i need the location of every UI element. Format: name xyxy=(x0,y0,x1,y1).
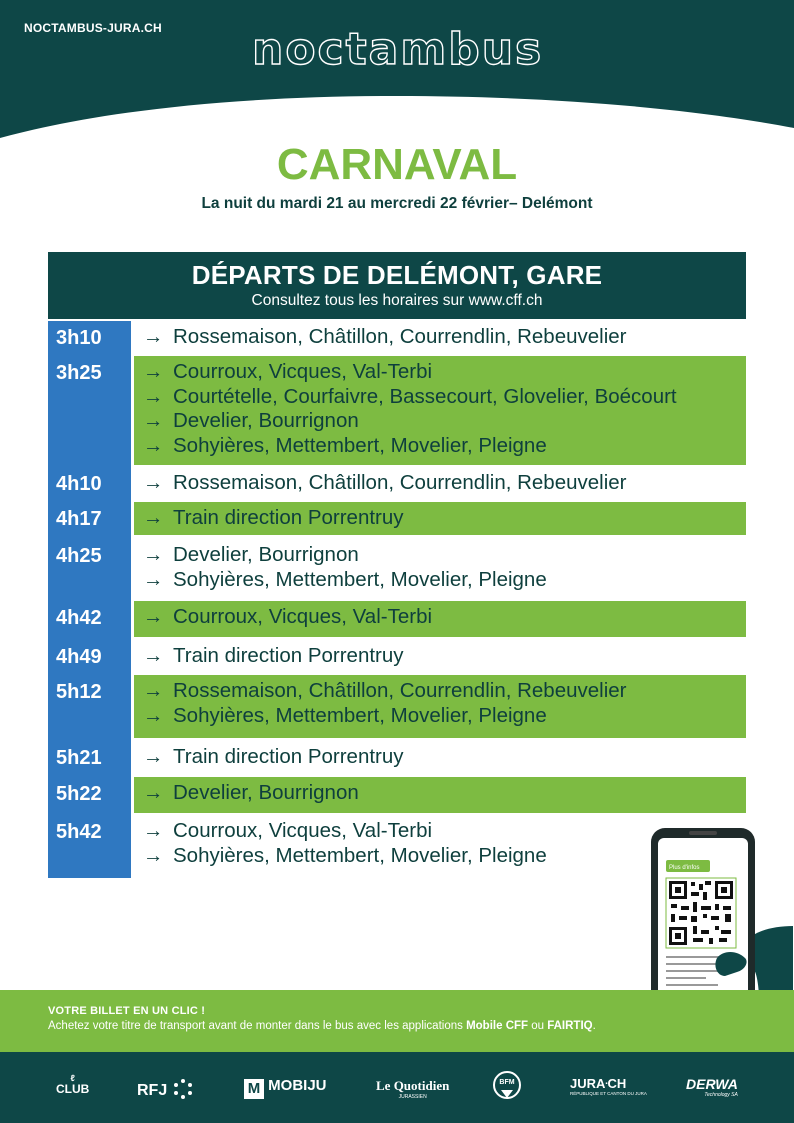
schedule-header xyxy=(48,252,746,319)
destination-line xyxy=(143,543,746,568)
destination-text: Train direction Porrentruy xyxy=(173,644,404,667)
schedule-row xyxy=(48,467,746,500)
destination-text: Rossemaison, Châtillon, Courrendlin, Rebeuvelier xyxy=(173,325,627,348)
arrow-right-icon: → xyxy=(143,567,164,591)
phone-tag-text: Plus d'infos xyxy=(669,865,700,871)
destination-line xyxy=(143,506,746,531)
destination-line xyxy=(143,704,746,729)
destinations-cell xyxy=(134,467,746,500)
destination-text: Sohyières, Mettembert, Movelier, Pleigne xyxy=(173,703,547,727)
arrow-right-icon: → xyxy=(143,506,164,529)
destination-line xyxy=(143,745,746,770)
destination-line xyxy=(143,360,746,385)
destination-text: Courroux, Vicques, Val-Terbi xyxy=(173,360,433,383)
app-fairtiq[interactable]: FAIRTIQ xyxy=(547,1020,593,1032)
destination-line xyxy=(143,471,746,496)
destinations-cell xyxy=(134,502,746,535)
departure-time: 5h22 xyxy=(56,783,102,805)
schedule-row xyxy=(48,356,746,465)
mobiju-m-icon: M xyxy=(244,1079,264,1099)
departure-time: 4h49 xyxy=(56,646,102,668)
destination-text: Develier, Bourrignon xyxy=(173,781,359,804)
sponsors-bar xyxy=(0,1052,794,1123)
sponsor-quotidien-logo[interactable]: Le Quotidien JURASSIEN xyxy=(376,1078,450,1100)
schedule-row xyxy=(48,741,746,774)
destination-line xyxy=(143,644,746,669)
arrow-right-icon: → xyxy=(143,745,164,768)
arrow-right-icon: → xyxy=(143,384,164,408)
noctambus-logo: noctambus xyxy=(252,24,544,75)
destination-text: Sohyières, Mettembert, Movelier, Pleigne xyxy=(173,567,547,591)
destinations-cell xyxy=(134,640,746,673)
destinations-cell xyxy=(134,675,746,738)
arrow-right-icon: → xyxy=(143,644,164,667)
destination-text: Sohyières, Mettembert, Movelier, Pleigne xyxy=(173,843,547,867)
site-url[interactable]: NOCTAMBUS-JURA.CH xyxy=(24,21,162,35)
sponsor-club-logo[interactable]: ℓ CLUB xyxy=(56,1073,90,1096)
arrow-right-icon: → xyxy=(143,679,164,702)
departure-time: 3h25 xyxy=(56,362,102,384)
destination-text: Rossemaison, Châtillon, Courrendlin, Rebeuvelier xyxy=(173,679,627,702)
destination-text: Sohyières, Mettembert, Movelier, Pleigne xyxy=(173,433,547,457)
schedule-heading: DÉPARTS DE DELÉMONT, GARE xyxy=(191,260,603,290)
departure-time: 5h21 xyxy=(56,747,102,769)
sponsor-derwa-logo[interactable]: DERWA Technology SA xyxy=(686,1076,738,1098)
schedule-row xyxy=(48,675,746,738)
departure-time: 5h42 xyxy=(56,821,102,843)
arrow-right-icon: → xyxy=(143,325,164,348)
destinations-cell xyxy=(134,321,746,353)
destinations-cell xyxy=(134,777,746,813)
destination-line xyxy=(143,434,746,459)
schedule-row xyxy=(48,539,746,597)
schedule-row xyxy=(48,321,746,353)
departure-time: 4h10 xyxy=(56,473,102,495)
schedule-note: Consultez tous les horaires sur www.cff.ch xyxy=(251,292,543,309)
sponsor-jura-logo[interactable]: JURA▪CH RÉPUBLIQUE ET CANTON DU JURA xyxy=(570,1076,647,1096)
page-header xyxy=(0,0,794,150)
rfj-dots-icon xyxy=(172,1078,194,1100)
departure-time: 5h12 xyxy=(56,681,102,703)
destination-line xyxy=(143,679,746,704)
destination-line xyxy=(143,385,746,410)
svg-text:BFM: BFM xyxy=(499,1079,515,1086)
destination-text: Train direction Porrentruy xyxy=(173,506,404,529)
departure-time: 4h42 xyxy=(56,607,102,629)
event-title: CARNAVAL xyxy=(276,140,518,189)
promo-text: Achetez votre titre de transport avant de monter dans le bus avec les applications Mobile CFF ou FAIRTIQ. xyxy=(48,1020,596,1032)
departure-time: 4h25 xyxy=(56,545,102,567)
arrow-right-icon: → xyxy=(143,843,164,867)
app-mobile-cff[interactable]: Mobile CFF xyxy=(466,1020,529,1032)
arrow-right-icon: → xyxy=(143,360,164,383)
schedule-row xyxy=(48,777,746,813)
destination-text: Train direction Porrentruy xyxy=(173,745,404,768)
destinations-cell xyxy=(134,539,746,597)
arrow-right-icon: → xyxy=(143,543,164,566)
promo-headline: VOTRE BILLET EN UN CLIC ! xyxy=(48,1005,206,1017)
destination-text: Rossemaison, Châtillon, Courrendlin, Rebeuvelier xyxy=(173,471,627,494)
qr-code-icon xyxy=(666,878,736,948)
destination-line xyxy=(143,568,746,593)
event-subtitle: La nuit du mardi 21 au mercredi 22 février– Delémont xyxy=(201,195,593,212)
destinations-cell xyxy=(134,601,746,637)
sponsor-bfm-logo[interactable] xyxy=(492,1070,522,1107)
destination-text: Develier, Bourrignon xyxy=(173,543,359,566)
arrow-right-icon: → xyxy=(143,703,164,727)
schedule-row xyxy=(48,601,746,637)
departure-time: 4h17 xyxy=(56,508,102,530)
destination-text: Courtételle, Courfaivre, Bassecourt, Glovelier, Boécourt xyxy=(173,384,677,408)
destination-text: Courroux, Vicques, Val-Terbi xyxy=(173,819,433,842)
arrow-right-icon: → xyxy=(143,409,164,432)
arrow-right-icon: → xyxy=(143,819,164,842)
destination-line xyxy=(143,605,746,630)
departure-time: 3h10 xyxy=(56,327,102,349)
schedule-row xyxy=(48,640,746,673)
sponsor-mobiju-logo[interactable]: M MOBIJU xyxy=(244,1077,327,1099)
destination-line xyxy=(143,409,746,434)
arrow-right-icon: → xyxy=(143,471,164,494)
arrow-right-icon: → xyxy=(143,781,164,804)
arrow-right-icon: → xyxy=(143,605,164,628)
destinations-cell xyxy=(134,741,746,774)
schedule-row xyxy=(48,502,746,535)
destinations-cell xyxy=(134,356,746,465)
arrow-right-icon: → xyxy=(143,433,164,457)
sponsor-rfj-logo[interactable]: RFJ xyxy=(137,1078,194,1100)
destination-text: Develier, Bourrignon xyxy=(173,409,359,432)
destination-line xyxy=(143,325,746,350)
ticket-promo-banner xyxy=(0,990,794,1052)
destination-line xyxy=(143,781,746,806)
phone-notch xyxy=(689,831,717,835)
destination-text: Courroux, Vicques, Val-Terbi xyxy=(173,605,433,628)
